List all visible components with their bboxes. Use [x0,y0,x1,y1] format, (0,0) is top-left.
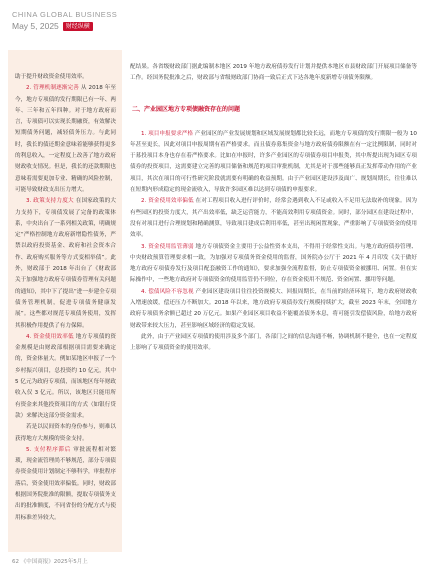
left-paragraph-1 [15,83,116,196]
paragraph-body: 地方专项债的资金规模是由财政部根据项目需要来确定的，资金体量大。例如某地区申报了一个乡村振兴项目，总投资约 10 亿元，其中 5 亿元为政府专项债，而该地区每年财政收入仅 3 亿元。所以，该地区只能用所有资金来其他投资项目的方式（如银行贷款）来解决这部分资金需求。 [15,333,116,419]
subheading: 3. 政策支持力度大 [26,198,74,205]
paragraph-body: 地方专项债资金主要用于公益性资本支出，不得用于经常性支出。与地方政府债券管理、中央财政预算管理要求相一致，为加强对专项债务资金使用的监督，国务院办公厅于 2021 年 4 月印发《关于做好地方政府专项债券发行及项目配套融资工作的通知》，要求加强全流程监督，防止专项债资金被挪用、闲置。但在实际操作中，一些地方政府对专项债资金的使用监管仍不到位，存在资金使用不规范、资金闲置、挪用等问题。 [130,243,417,284]
subheading: 2. 资金使用效率偏低 [141,198,194,205]
paragraph-body: 产业园区的产业发展规划和区域发展规划都比较长远，而地方专项债的发行期限一般为 10 年甚至更长，因此对项目申报周期有着严格要求。而且债券募集资金与地方政府债券限额在有一定比例限制，同时对于募投项目本身也存在着严格要求。比如在申报时，许多产业园区的专项债券项目申报类，其中所提出现为园区专项债券的投资项目，这需要建立完善的项目储备和规范的项目审批机制，尤其是对于那些能够真正发挥带动作用的产业项目，其次在项目的可行性研究阶段就需要有明确的收益预期。由于产业园区建设涉及面广、规划周期长，往往难以在短期内形成稳定的现金流收入，导致许多园区难以达到专项债的申报要求。 [130,130,417,194]
magazine-title: CHINA GLOBAL BUSINESS [12,10,118,19]
paragraph-body: 在国家政策的大力支持下，专项债发展了完备的政策体系，中央出台了一系列相关政策，明确规定“严格控制地方政府新增隐性债务，严禁以政府投资基金、政府和社会资本合作、政府购买服务等方式变相举债”。此外，财政部于 2018 年出台了《财政部关于加强地方政府专项债券管理有关问题的通知》，其中下了提出“进一步建全专项债务管理机制，促进专项债务健康发展”。这些都对规范专项债务使用，发挥其积极作用提供了有力保障。 [15,198,116,329]
right-column [130,62,417,567]
subheading: 2. 管理机制逐渐完善 [26,85,80,92]
paragraph-body: 产业园区建设项目往往投资规模大、回报周期长，在当前的经济环境下，地方政府财政收入增速放缓，偿还压力不断加大。2018 年以来，地方政府专项债券发行规模持续扩大，截至 2023 年末，全国地方政府专项债务余额已超过 20 万亿元。如果产业园区项目收益不能覆盖债务本息，将可能引发偿债风险，给地方政府财政带来较大压力，甚至影响区域经济的稳定发展。 [130,288,417,329]
issue-line [12,21,412,31]
right-paragraph-2 [130,196,417,241]
paragraph-body: 审批流程相对繁琐，现金流管理尚不够规范，部分专项债券资金使用计划制定不够科学，审批程序落后，资金使用效率偏低。同时，财政部根据国务院批准的限额，提取专项债务支出的批准额度，不同省份的分配方式与使用标准差异较大。 [15,446,116,521]
right-paragraph-5: 此外，由于产业园区专项债的使用涉及多个部门，各部门之间的信息沟通不畅，协调机制不健全，也在一定程度上影响了专项债资金的使用效率。 [130,333,417,352]
subheading: 4. 偿债风险不容忽视 [141,288,194,295]
paragraph-body: 从 2018 年至今，地方专项债的发行期限已有一年、两年、三年和五年四种。对于地方政府而言，专项债可以实现长期融资，有效解决短期债务问题，减轻债务压力。与此同时，我长的债还期金意味着能够获得更多的利息收入，一定程度上改善了地方政府财政收支情况。但是，我长的还款期限也意味着需要更加专业、精确的风险控制，可能导致财政支出压力增大。 [15,85,116,193]
section-title: 二、产业园区地方专项债融资存在的问题 [132,105,241,113]
left-paragraph-4: 若是以民间资本的身份参与，则难以获得地方大规模的资金支持。 [15,424,116,442]
subheading: 5. 支付程序滞后 [26,446,71,453]
page-header [12,10,412,40]
left-column [8,50,122,552]
left-paragraph-0: 助于提升财政资金使用效率。 [15,74,88,80]
subheading: 4. 资金使用效率低 [26,333,74,340]
subheading: 3. 资金使用监管薄弱 [141,243,194,250]
paragraph-body: 在对工程项目收入进行评价时，经常会遇到收入不足或收入不足用无法取补的现象。因为有些园区的投资力度大，其产出效率低，缺乏运营能力，不能高效利用专项债资金。同时，部分园区在建设过程中，没有对项目进行合理规划和精确测算，导致项目建成后利用率低，甚至出现闲置现象，严重影响了专项债资金的使用效率。 [130,198,417,239]
subheading: 1. 项目申报要求严格 [141,130,194,137]
section-badge: 财经纵横 [63,22,93,31]
issue-date: May 5, 2025 [12,21,59,31]
left-paragraph-5 [15,445,116,524]
left-paragraph-3 [15,332,116,422]
left-paragraph-2 [15,196,116,332]
right-paragraph-3 [130,242,417,287]
right-paragraph-4 [130,287,417,332]
right-paragraph-0: 配结果。各省级财政部门据此编制本地区 2019 年地方政府债券发行计划并提供本地区市县财政部门开展项目储备等工作。经国务院批准之后，财政部与省级财政部门协商一致后正式下达各地年度新增专项债务限额。 [130,64,417,82]
page-footer: 62 《中国商报》2025年5月上 [12,559,88,565]
right-paragraph-1 [130,129,417,197]
